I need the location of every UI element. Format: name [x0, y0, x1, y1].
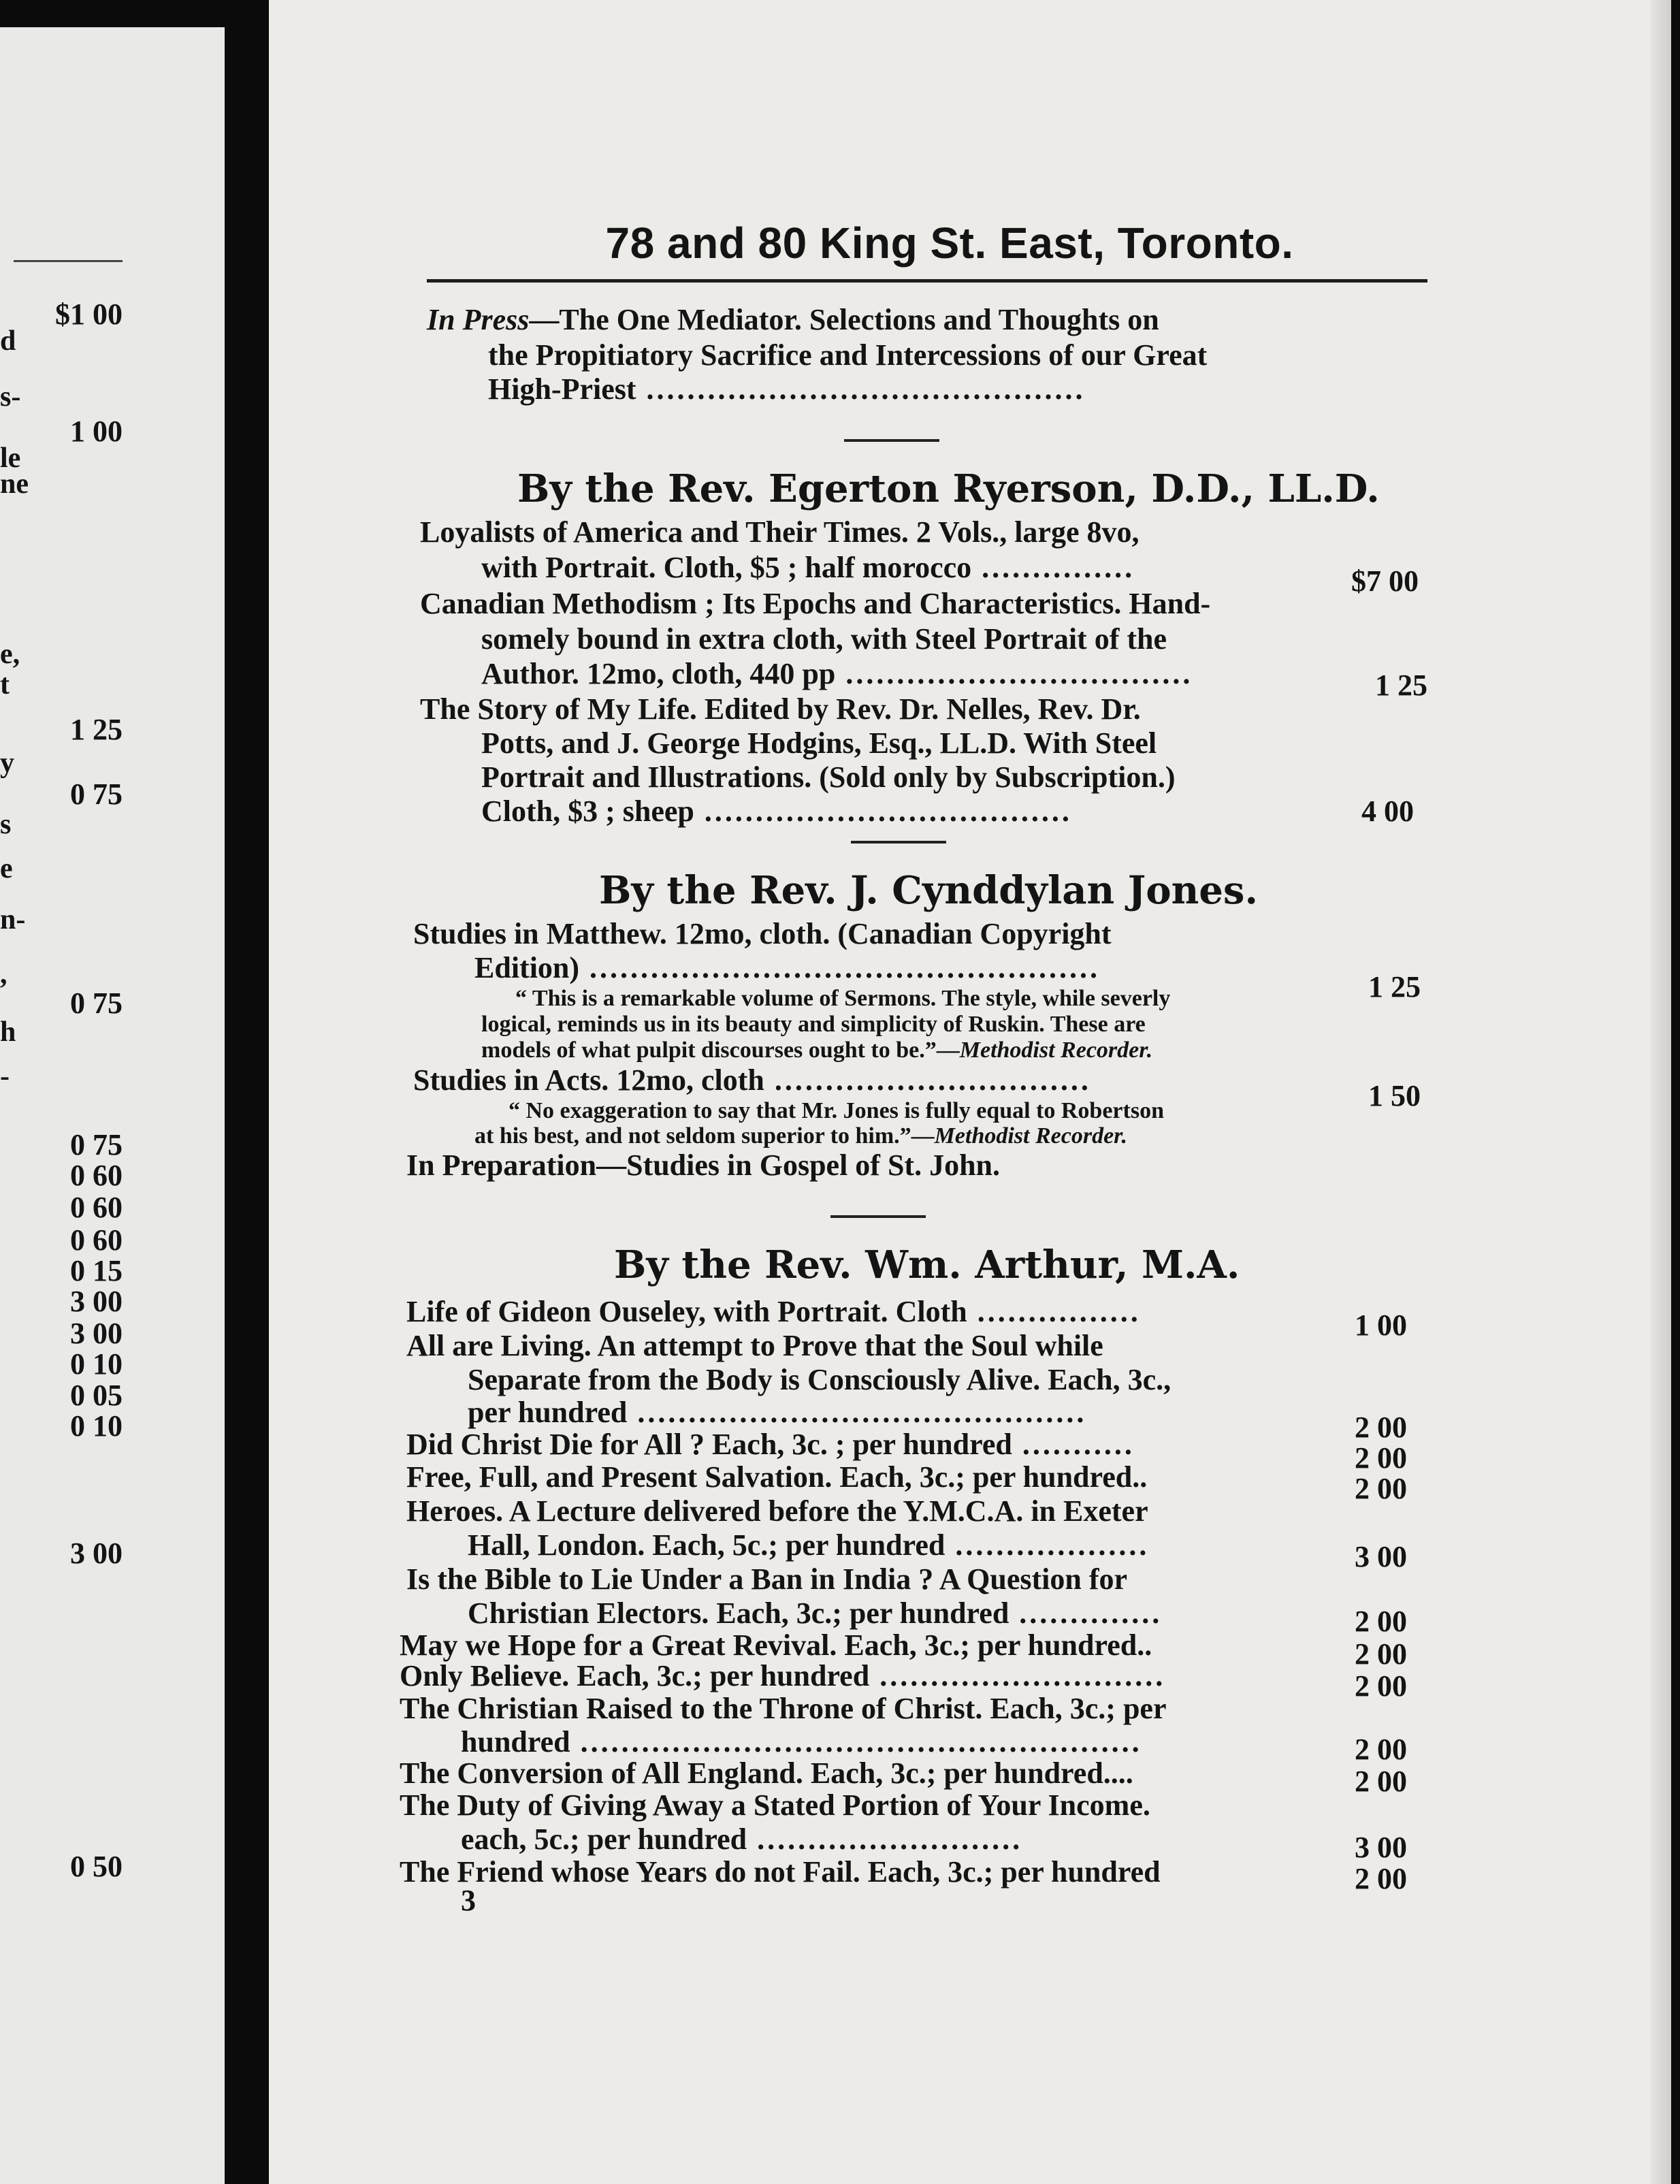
left-fragment: h [0, 1016, 16, 1048]
in-press-text: —The One Mediator. Selections and Thoughts on [529, 303, 1159, 336]
entry-text: Only Believe. Each, 3c.; per hundred [400, 1659, 870, 1692]
section-divider [851, 841, 946, 844]
entry-line: May we Hope for a Great Revival. Each, 3c.; per hundred.. [400, 1628, 1152, 1662]
entry-line [468, 1398, 1086, 1428]
entry-price: 1 50 [1368, 1079, 1421, 1112]
entry-price: 3 00 [1355, 1831, 1407, 1864]
dot-leader: ............................ [869, 1659, 1166, 1692]
entry-line: Free, Full, and Present Salvation. Each, 3c.; per hundred.. [406, 1460, 1148, 1494]
dot-leader: .................................... [694, 794, 1072, 828]
left-fragment: le [0, 443, 21, 474]
entry-price: 2 00 [1355, 1862, 1407, 1895]
left-page-rule [14, 260, 123, 262]
in-press-line [427, 305, 1159, 335]
header-rule [427, 279, 1427, 283]
entry-text: Did Christ Die for All ? Each, 3c. ; per hundred [406, 1428, 1012, 1461]
left-fragment: t [0, 669, 10, 701]
section-divider [844, 439, 939, 442]
entry-line: somely bound in extra cloth, with Steel Portrait of the [481, 622, 1167, 656]
dot-leader: .................................................. [579, 951, 1101, 984]
dot-leader: .................................. [835, 657, 1193, 690]
in-press-text: High-Priest [488, 372, 636, 406]
entry-price: 1 25 [1375, 669, 1427, 702]
left-price: 0 60 [70, 1191, 123, 1224]
section-divider [830, 1215, 926, 1218]
entry-line [406, 1297, 1141, 1327]
review-quote [481, 1039, 1152, 1062]
page-edge-shadow [1651, 0, 1671, 2184]
entry-text: Hall, London. Each, 5c.; per hundred [468, 1528, 946, 1562]
entry-text: Christian Electors. Each, 3c.; per hundred [468, 1596, 1009, 1630]
entry-price: 2 00 [1355, 1411, 1407, 1444]
in-press-label: In Press [427, 303, 530, 336]
catalog-page [269, 0, 1671, 2184]
left-fragment: n- [0, 904, 26, 935]
left-price: 0 05 [70, 1379, 123, 1412]
entry-text: with Portrait. Cloth, $5 ; half morocco [481, 551, 972, 584]
entry-line [481, 553, 1135, 583]
entry-line: Potts, and J. George Hodgins, Esq., LL.D. With Steel [481, 726, 1157, 760]
quote-text: at his best, and not seldom superior to him.”— [474, 1123, 935, 1149]
dot-leader: .............. [1009, 1596, 1163, 1630]
left-page-fragment [0, 27, 225, 2184]
left-fragment: e [0, 853, 13, 884]
quote-source: Methodist Recorder. [934, 1123, 1128, 1149]
left-fragment: d [0, 325, 16, 357]
entry-price: 1 25 [1368, 970, 1421, 1003]
left-price: 3 00 [70, 1537, 123, 1570]
entry-text: Life of Gideon Ouseley, with Portrait. Cloth [406, 1295, 967, 1328]
left-price: 0 60 [70, 1159, 123, 1192]
left-price: $1 00 [55, 298, 123, 331]
entry-price: 2 00 [1355, 1765, 1407, 1798]
page-number: 3 [461, 1884, 476, 1917]
quote-source: Methodist Recorder. [959, 1038, 1153, 1063]
page-header: 78 and 80 King St. East, Toronto. [605, 219, 1294, 268]
dot-leader: ................ [967, 1295, 1141, 1328]
in-press-line [488, 374, 1086, 404]
section-heading: By the Rev. Wm. Arthur, M.A. [614, 1242, 1240, 1287]
left-fragment: , [0, 959, 7, 990]
left-fragment: ne [0, 468, 29, 500]
entry-line [481, 794, 1072, 828]
entry-text: Studies in Acts. 12mo, cloth [413, 1063, 764, 1097]
left-fragment: s [0, 809, 12, 840]
entry-line: All are Living. An attempt to Prove that the Soul while [406, 1329, 1103, 1362]
left-price: 0 50 [70, 1850, 123, 1883]
entry-line: The Christian Raised to the Throne of Christ. Each, 3c.; per [400, 1692, 1167, 1725]
entry-line: The Story of My Life. Edited by Rev. Dr. Nelles, Rev. Dr. [420, 692, 1141, 726]
left-price: 0 10 [70, 1409, 123, 1443]
left-price: 0 10 [70, 1347, 123, 1381]
left-price: 3 00 [70, 1285, 123, 1318]
entry-line: The Conversion of All England. Each, 3c.; per hundred.... [400, 1756, 1133, 1790]
entry-price: 2 00 [1355, 1441, 1407, 1475]
entry-text: hundred [461, 1725, 570, 1759]
entry-line: Is the Bible to Lie Under a Ban in India ? A Question for [406, 1562, 1128, 1596]
entry-price: 2 00 [1355, 1605, 1407, 1638]
entry-line: Studies in Matthew. 12mo, cloth. (Canadian Copyright [413, 917, 1112, 950]
entry-line [461, 1822, 1023, 1856]
entry-line: Separate from the Body is Consciously Alive. Each, 3c., [468, 1363, 1172, 1396]
entry-line [400, 1661, 1165, 1691]
entry-line [406, 1430, 1135, 1460]
entry-price: 2 00 [1355, 1637, 1407, 1671]
entry-line [468, 1530, 1149, 1560]
entry-line: Heroes. A Lecture delivered before the Y.M.C.A. in Exeter [406, 1494, 1148, 1528]
in-press-line: the Propitiatory Sacrifice and Intercessions of our Great [488, 338, 1208, 372]
entry-price: 3 00 [1355, 1540, 1407, 1573]
dot-leader: .......................... [747, 1822, 1023, 1856]
left-price: 0 75 [70, 777, 123, 811]
entry-price: 2 00 [1355, 1669, 1407, 1703]
left-price: 0 15 [70, 1254, 123, 1287]
entry-text: Edition) [474, 951, 580, 984]
left-price: 1 25 [70, 713, 123, 746]
review-quote: “ No exaggeration to say that Mr. Jones is fully equal to Robertson [508, 1098, 1164, 1123]
entry-text: Cloth, $3 ; sheep [481, 794, 694, 828]
dot-leader: ........................................... [636, 372, 1086, 406]
quote-text: models of what pulpit discourses ought to be.”— [481, 1038, 960, 1063]
entry-price: 2 00 [1355, 1472, 1407, 1505]
entry-line: Canadian Methodism ; Its Epochs and Characteristics. Hand- [420, 587, 1211, 620]
left-price: 1 00 [70, 415, 123, 448]
review-quote: “ This is a remarkable volume of Sermons. The style, while severly [515, 986, 1171, 1011]
left-price: 0 60 [70, 1223, 123, 1257]
entry-text: per hundred [468, 1396, 628, 1429]
entry-line [468, 1596, 1163, 1630]
entry-price: 1 00 [1355, 1308, 1407, 1342]
entry-line [474, 953, 1100, 983]
section-heading: By the Rev. J. Cynddylan Jones. [599, 868, 1258, 913]
entry-line: In Preparation—Studies in Gospel of St. John. [406, 1149, 1001, 1182]
entry-price: 2 00 [1355, 1733, 1407, 1766]
entry-price: 4 00 [1361, 794, 1414, 828]
left-fragment: y [0, 748, 14, 779]
entry-line: The Friend whose Years do not Fail. Each, 3c.; per hundred [400, 1855, 1161, 1889]
dot-leader: ............................... [764, 1063, 1091, 1097]
dot-leader: ............... [971, 551, 1135, 584]
review-quote [474, 1125, 1127, 1148]
entry-line [481, 659, 1193, 689]
entry-price: $7 00 [1351, 564, 1419, 598]
review-quote: logical, reminds us in its beauty and simplicity of Ruskin. These are [481, 1012, 1146, 1037]
left-price: 3 00 [70, 1317, 123, 1350]
dot-leader: ....................................................... [570, 1725, 1142, 1759]
entry-line [413, 1065, 1091, 1095]
left-fragment: e, [0, 639, 20, 670]
entry-text: Author. 12mo, cloth, 440 pp [481, 657, 836, 690]
left-fragment: s- [0, 381, 21, 413]
dot-leader: ............................................ [627, 1396, 1087, 1429]
entry-line: Portrait and Illustrations. (Sold only by Subscription.) [481, 760, 1176, 794]
entry-line: Loyalists of America and Their Times. 2 Vols., large 8vo, [420, 515, 1140, 549]
dot-leader: ........... [1012, 1428, 1135, 1461]
entry-text: each, 5c.; per hundred [461, 1822, 747, 1856]
left-price: 0 75 [70, 986, 123, 1020]
entry-line [461, 1727, 1142, 1757]
section-heading: By the Rev. Egerton Ryerson, D.D., LL.D. [517, 466, 1380, 511]
dot-leader: ................... [945, 1528, 1150, 1562]
left-fragment: - [0, 1061, 10, 1092]
left-price: 0 75 [70, 1128, 123, 1161]
entry-line: The Duty of Giving Away a Stated Portion of Your Income. [400, 1788, 1150, 1822]
